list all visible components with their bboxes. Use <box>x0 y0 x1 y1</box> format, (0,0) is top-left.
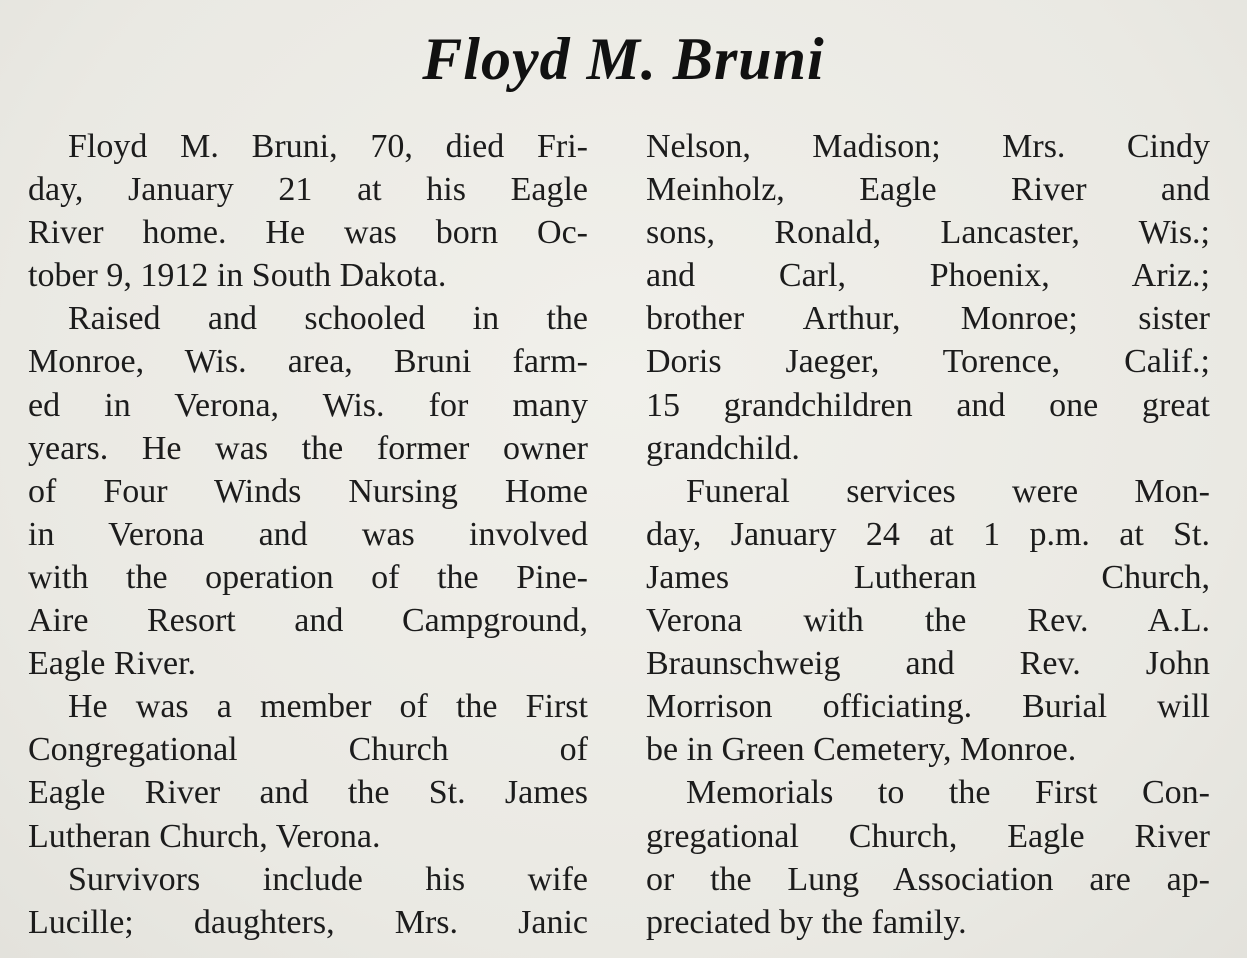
paragraph <box>646 771 1210 943</box>
obituary-headline: Floyd M. Bruni <box>422 26 825 92</box>
text-line: Meinholz, Eagle River and <box>646 171 1210 209</box>
text-line: Monroe, Wis. area, Bruni farm- <box>28 343 588 381</box>
text-line: River home. He was born Oc- <box>28 214 588 252</box>
paragraph <box>28 685 588 857</box>
text-line: James Lutheran Church, <box>646 558 1210 596</box>
text-line: sons, Ronald, Lancaster, Wis.; <box>646 214 1210 252</box>
text-line: or the Lung Association are ap- <box>646 860 1210 898</box>
text-line: Floyd M. Bruni, 70, died Fri- <box>68 128 588 165</box>
text-line: gregational Church, Eagle River <box>646 817 1210 855</box>
text-line: Memorials to the First Con- <box>686 774 1210 812</box>
text-line: Doris Jaeger, Torence, Calif.; <box>646 343 1210 381</box>
text-line: day, January 24 at 1 p.m. at St. <box>646 515 1210 553</box>
text-line: Survivors include his wife <box>68 860 588 898</box>
text-line: Congregational Church of <box>28 731 588 769</box>
paragraph <box>28 297 588 685</box>
text-column-right <box>646 125 1210 944</box>
text-line: with the operation of the Pine- <box>28 558 588 596</box>
text-line: Funeral services were Mon- <box>686 472 1210 510</box>
text-line: of Four Winds Nursing Home <box>28 472 588 510</box>
text-line: 15 grandchildren and one great <box>646 386 1210 424</box>
text-line: Verona with the Rev. A.L. <box>646 602 1210 640</box>
text-line: preciated by the family. <box>646 903 967 941</box>
text-line: years. He was the former owner <box>28 429 588 467</box>
text-line: day, January 21 at his Eagle <box>28 171 588 209</box>
paragraph <box>646 470 1210 772</box>
text-line: ed in Verona, Wis. for many <box>28 386 588 424</box>
text-column-left <box>28 125 588 944</box>
text-line: Lutheran Church, Verona. <box>28 817 381 855</box>
text-line: Aire Resort and Campground, <box>28 602 588 640</box>
paragraph <box>28 858 588 944</box>
text-line: He was a member of the First <box>68 688 588 726</box>
text-line: tober 9, 1912 in South Dakota. <box>28 257 447 295</box>
paragraph <box>646 125 1210 470</box>
text-line: Raised and schooled in the <box>68 300 588 338</box>
text-line: and Carl, Phoenix, Ariz.; <box>646 257 1210 295</box>
text-line: Braunschweig and Rev. John <box>646 645 1210 683</box>
text-line: brother Arthur, Monroe; sister <box>646 300 1210 338</box>
text-line: Lucille; daughters, Mrs. Janic <box>28 903 588 941</box>
text-line: Eagle River and the St. James <box>28 774 588 812</box>
text-line: be in Green Cemetery, Monroe. <box>646 731 1077 769</box>
text-line: grandchild. <box>646 429 800 467</box>
text-line: Eagle River. <box>28 645 197 683</box>
paragraph <box>28 125 588 297</box>
text-line: Nelson, Madison; Mrs. Cindy <box>646 128 1210 165</box>
text-line: Morrison officiating. Burial will <box>646 688 1210 726</box>
text-line: in Verona and was involved <box>28 515 588 553</box>
